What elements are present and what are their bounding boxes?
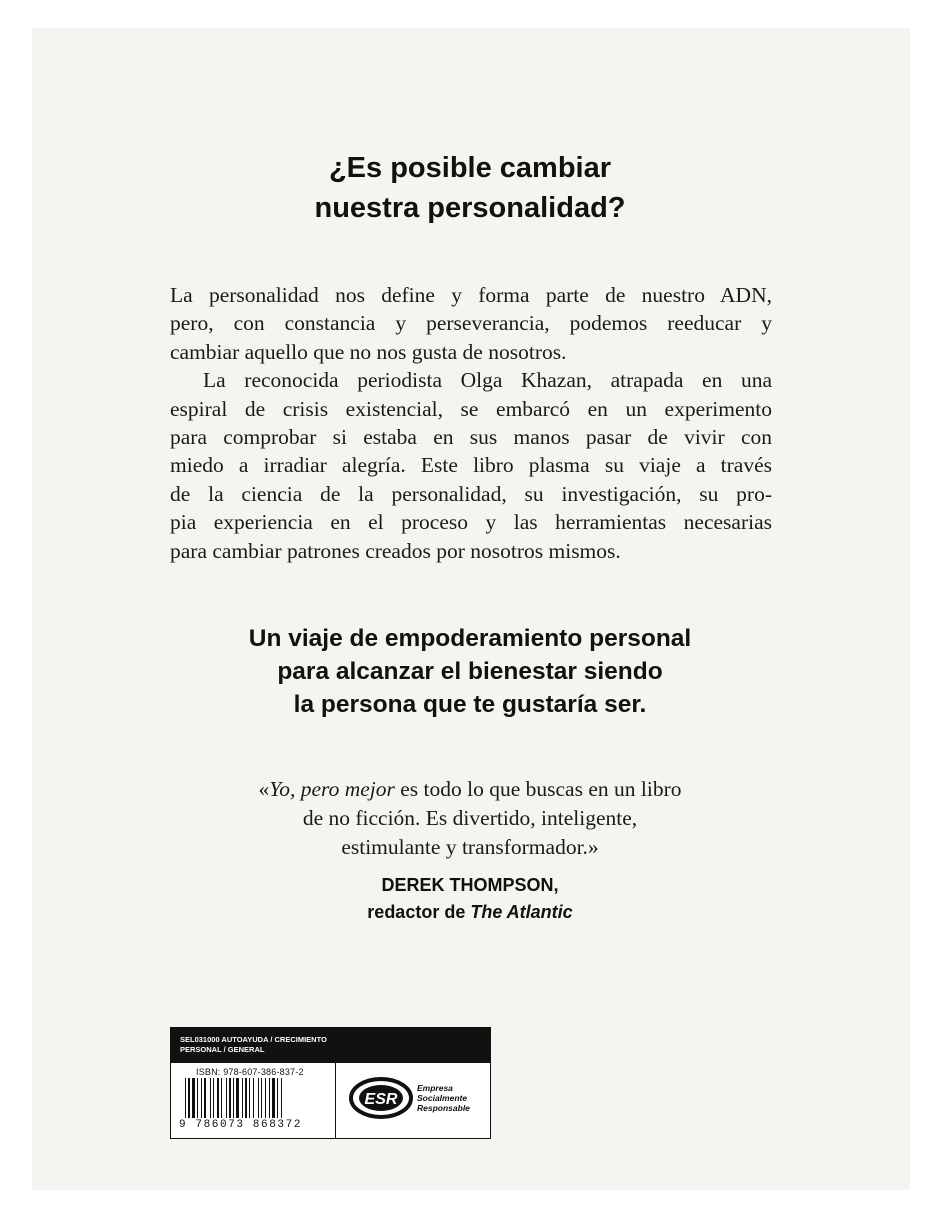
- synopsis-line: espiral de crisis existencial, se embarcó en un experimento: [170, 396, 772, 421]
- synopsis-line: para cambiar patrones creados por nosotros mismos.: [170, 538, 621, 563]
- synopsis: [170, 281, 772, 565]
- quote-line-1-rest: es todo lo que buscas en un libro: [394, 777, 682, 801]
- barcode-bar: [253, 1078, 254, 1118]
- barcode-bar: [249, 1078, 250, 1118]
- headline-line-2: nuestra personalidad?: [314, 192, 626, 224]
- esr-line-3: Responsable: [417, 1103, 470, 1113]
- barcode-bar: [213, 1078, 214, 1118]
- barcode-bar: [236, 1078, 239, 1118]
- isbn-barcode-box: [170, 1027, 491, 1139]
- barcode-bar: [229, 1078, 231, 1118]
- barcode-digits: 9 786073 868372: [179, 1119, 303, 1131]
- quote-line-1: [0, 775, 940, 804]
- barcode-bar: [272, 1078, 275, 1118]
- barcode-bar: [188, 1078, 190, 1118]
- barcode-bar: [185, 1078, 186, 1118]
- attribution-publication: The Atlantic: [470, 902, 573, 922]
- esr-line-1: Empresa: [417, 1083, 453, 1093]
- barcode-bar: [201, 1078, 202, 1118]
- barcode-icon: [183, 1078, 323, 1120]
- barcode-bar: [233, 1078, 234, 1118]
- quote-open-mark: «: [258, 777, 270, 801]
- barcode-bar: [265, 1078, 266, 1118]
- blurb-quote: [0, 775, 940, 862]
- attribution-role: [0, 899, 940, 926]
- barcode-bar: [277, 1078, 278, 1118]
- barcode-bar: [192, 1078, 195, 1118]
- barcode-bar: [261, 1078, 262, 1118]
- barcode-bar: [204, 1078, 206, 1118]
- barcode-bar: [221, 1078, 222, 1118]
- barcode-bar: [197, 1078, 198, 1118]
- barcode-bar: [269, 1078, 270, 1118]
- quote-line-2: de no ficción. Es divertido, inteligente,: [302, 806, 638, 830]
- synopsis-line: de la ciencia de la personalidad, su investigación, su pro-: [170, 481, 772, 506]
- category-line-2: PERSONAL / GENERAL: [180, 1045, 265, 1054]
- tagline-line-3: la persona que te gustaría ser.: [293, 691, 647, 718]
- headline-line-1: ¿Es posible cambiar: [328, 152, 612, 184]
- barcode-bar: [245, 1078, 247, 1118]
- category-band: [171, 1028, 335, 1063]
- quote-book-title: Yo, pero mejor: [269, 777, 395, 801]
- barcode-bar: [258, 1078, 259, 1118]
- synopsis-line: La personalidad nos define y forma parte de nuestro ADN,: [170, 283, 772, 307]
- synopsis-line: miedo a irradiar alegría. Este libro plasma su viaje a través: [170, 453, 772, 478]
- headline: [0, 148, 940, 228]
- synopsis-line: pia experiencia en el proceso y las herramientas necesarias: [170, 510, 772, 535]
- synopsis-line: La reconocida periodista Olga Khazan, atrapada en una: [203, 368, 772, 393]
- barcode-bar: [242, 1078, 243, 1118]
- barcode-bar: [210, 1078, 211, 1118]
- category-line-1: SEL031000 AUTOAYUDA / CRECIMIENTO: [180, 1035, 327, 1044]
- isbn-label: ISBN: 978-607-386-837-2: [196, 1067, 304, 1077]
- barcode-bar: [281, 1078, 282, 1118]
- esr-band: [336, 1028, 491, 1063]
- quote-line-3: estimulante y transformador.»: [341, 835, 599, 859]
- esr-logo-text: ESR: [364, 1091, 398, 1108]
- synopsis-line: para comprobar si estaba en sus manos pasar de vivir con: [170, 425, 772, 450]
- synopsis-line: pero, con constancia y perseverancia, podemos reeducar y: [170, 311, 772, 336]
- esr-line-2: Socialmente: [417, 1093, 468, 1103]
- synopsis-line: cambiar aquello que no nos gusta de nosotros.: [170, 339, 567, 364]
- tagline-line-1: Un viaje de empoderamiento personal: [248, 625, 692, 652]
- quote-attribution: [0, 872, 940, 926]
- esr-logo-icon: [349, 1076, 413, 1120]
- barcode-bar: [217, 1078, 219, 1118]
- tagline: [0, 622, 940, 721]
- esr-label: [417, 1083, 470, 1113]
- box-divider: [335, 1028, 336, 1138]
- barcode-bar: [226, 1078, 227, 1118]
- tagline-line-2: para alcanzar el bienestar siendo: [277, 658, 663, 685]
- attribution-name: DEREK THOMPSON,: [381, 875, 559, 895]
- attribution-role-prefix: redactor de: [367, 902, 471, 922]
